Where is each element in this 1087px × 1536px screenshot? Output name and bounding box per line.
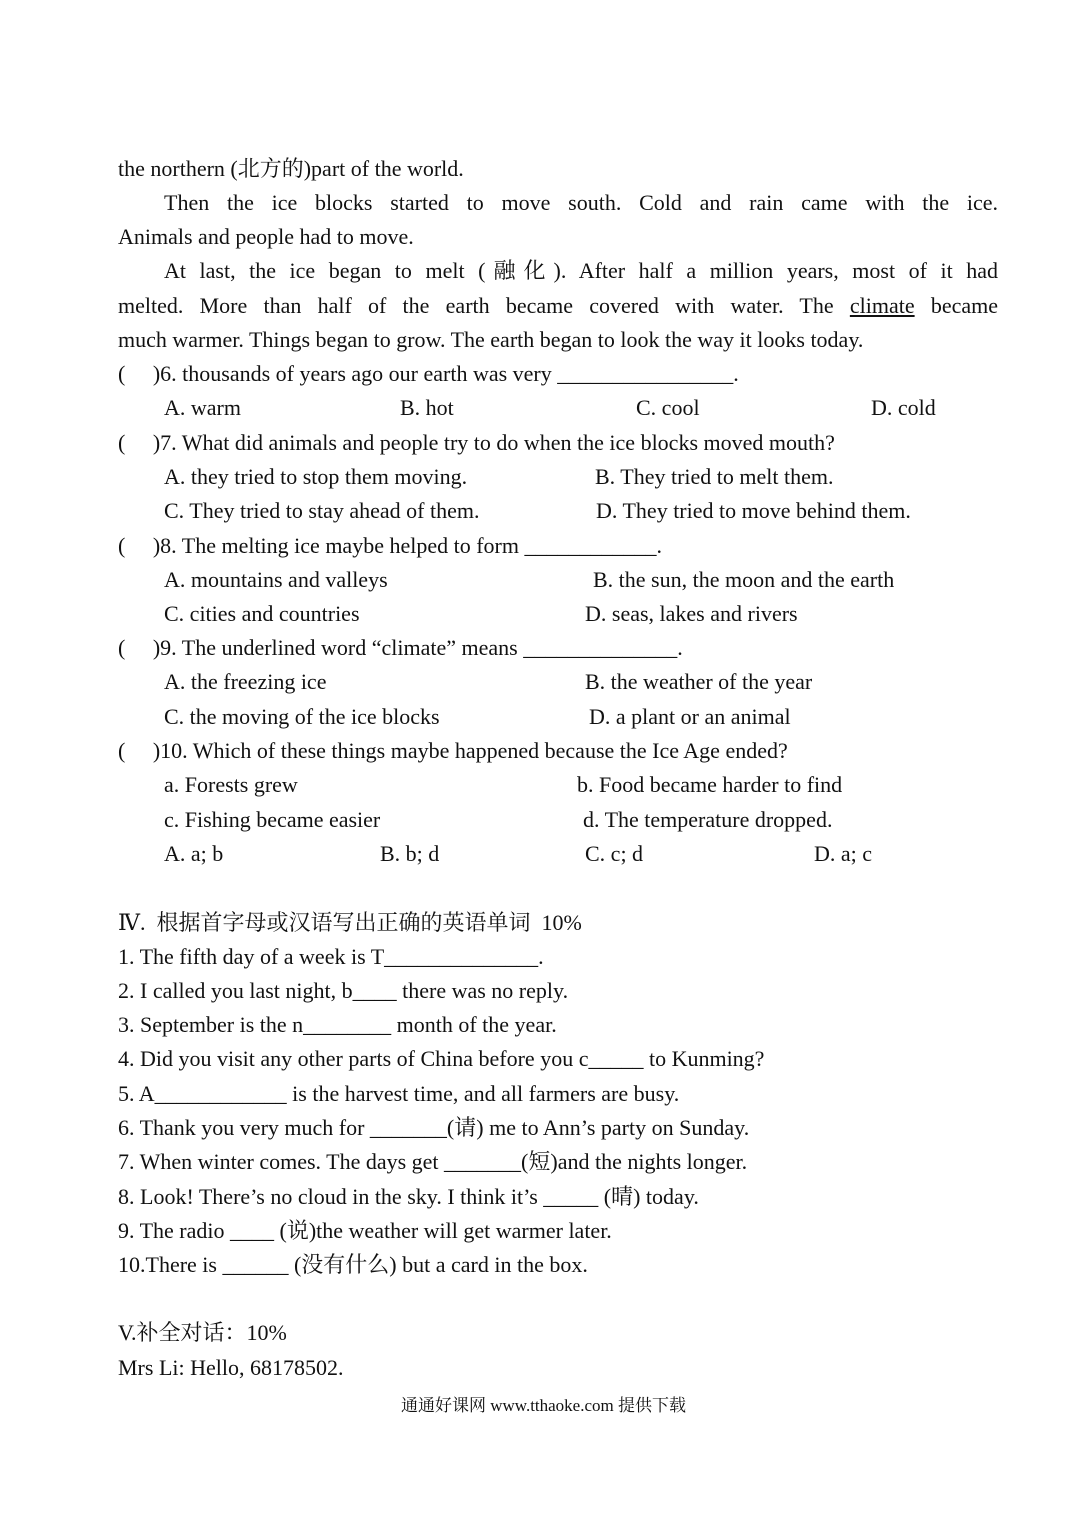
- option: A. a; b: [164, 841, 224, 866]
- fill-in-item: 3. September is the n________ month of the year.: [118, 1012, 557, 1037]
- option: C. cool: [636, 395, 700, 420]
- option: d. The temperature dropped.: [583, 807, 833, 832]
- question-stem: ( )6. thousands of years ago our earth was very ________________.: [118, 361, 739, 386]
- passage-line: Animals and people had to move.: [118, 224, 414, 249]
- question-stem: ( )9. The underlined word “climate” means ______________.: [118, 635, 683, 660]
- option: A. they tried to stop them moving.: [164, 464, 468, 489]
- option: a. Forests grew: [164, 772, 298, 797]
- option: A. the freezing ice: [164, 669, 327, 694]
- option: B. hot: [400, 395, 454, 420]
- option: A. mountains and valleys: [164, 567, 388, 592]
- option: C. c; d: [585, 841, 644, 866]
- option: C. They tried to stay ahead of them.: [164, 498, 480, 523]
- option: B. They tried to melt them.: [595, 464, 834, 489]
- fill-in-item: 9. The radio ____ (说)the weather will get warmer later.: [118, 1218, 612, 1243]
- question-stem: ( )7. What did animals and people try to do when the ice blocks moved mouth?: [118, 430, 835, 455]
- passage-text: became: [914, 293, 999, 318]
- question-stem: ( )10. Which of these things maybe happened because the Ice Age ended?: [118, 738, 788, 763]
- option: D. a plant or an animal: [589, 704, 791, 729]
- option: C. cities and countries: [164, 601, 360, 626]
- option: D. They tried to move behind them.: [596, 498, 911, 523]
- fill-in-item: 8. Look! There’s no cloud in the sky. I think it’s _____ (晴) today.: [118, 1184, 699, 1209]
- fill-in-item: 10.There is ______ (没有什么) but a card in the box.: [118, 1252, 588, 1277]
- dialogue-line: Mrs Li: Hello, 68178502.: [118, 1355, 344, 1380]
- option: D. seas, lakes and rivers: [585, 601, 798, 626]
- underlined-word: climate: [849, 293, 915, 318]
- passage-line: much warmer. Things began to grow. The earth began to look the way it looks today.: [118, 327, 864, 352]
- passage-line: At last, the ice began to melt (融化). After half a million years, most of it had: [164, 258, 998, 283]
- option: D. cold: [871, 395, 936, 420]
- option: A. warm: [164, 395, 241, 420]
- fill-in-item: 6. Thank you very much for _______(请) me to Ann’s party on Sunday.: [118, 1115, 750, 1140]
- fill-in-item: 5. A____________ is the harvest time, and all farmers are busy.: [118, 1081, 680, 1106]
- option: b. Food became harder to find: [577, 772, 843, 797]
- fill-in-item: 4. Did you visit any other parts of China before you c_____ to Kunming?: [118, 1046, 765, 1071]
- footer-watermark: 通通好课网 www.tthaoke.com 提供下载: [400, 1396, 687, 1415]
- option: B. b; d: [380, 841, 440, 866]
- option: B. the weather of the year: [585, 669, 813, 694]
- section-heading: Ⅳ. 根据首字母或汉语写出正确的英语单词 10%: [118, 910, 582, 935]
- option: B. the sun, the moon and the earth: [593, 567, 895, 592]
- passage-line: the northern (北方的)part of the world.: [118, 156, 464, 181]
- question-stem: ( )8. The melting ice maybe helped to form ____________.: [118, 533, 662, 558]
- section-heading: V.补全对话：10%: [118, 1320, 287, 1345]
- option: D. a; c: [814, 841, 873, 866]
- option: C. the moving of the ice blocks: [164, 704, 440, 729]
- passage-text: melted. More than half of the earth became covered with water. The: [118, 293, 850, 318]
- fill-in-item: 7. When winter comes. The days get _______(短)and the nights longer.: [118, 1149, 748, 1174]
- fill-in-item: 2. I called you last night, b____ there was no reply.: [118, 978, 569, 1003]
- option: c. Fishing became easier: [164, 807, 381, 832]
- passage-line: Then the ice blocks started to move south. Cold and rain came with the ice.: [164, 190, 998, 215]
- passage-line: [118, 289, 998, 323]
- fill-in-item: 1. The fifth day of a week is T______________.: [118, 944, 544, 969]
